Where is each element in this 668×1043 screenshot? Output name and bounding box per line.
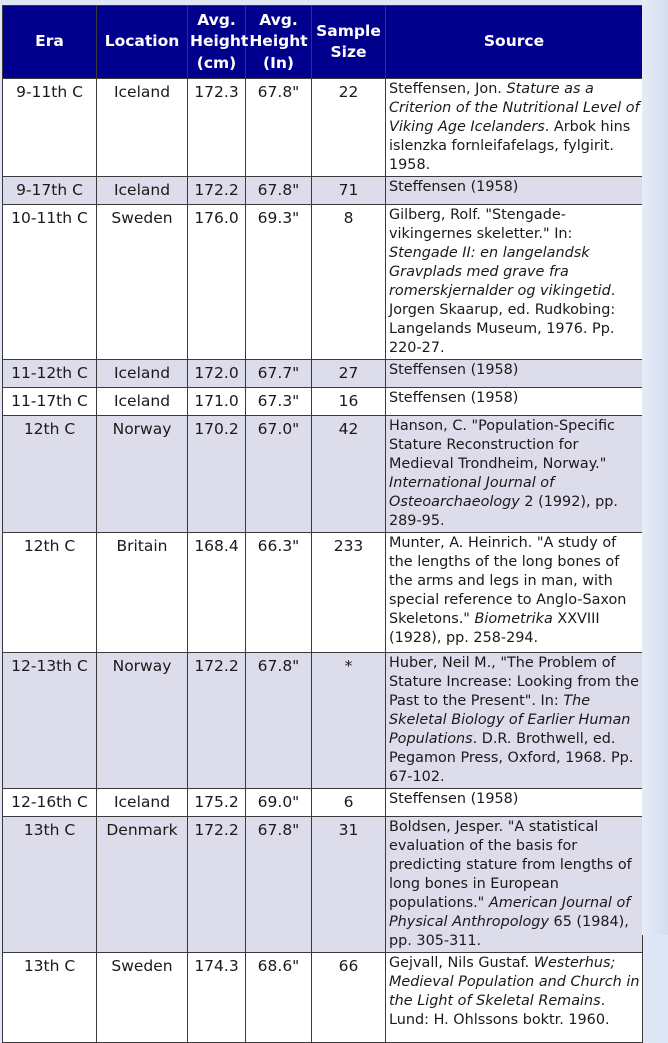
- height-cm-cell: 171.0: [188, 388, 246, 416]
- header-height-cm[interactable]: Avg. Height (cm): [188, 6, 246, 79]
- height-cm-cell: 176.0: [188, 205, 246, 360]
- era-cell: 12th C: [3, 416, 97, 533]
- location-cell: Iceland: [97, 388, 188, 416]
- height-cm-cell: 172.0: [188, 360, 246, 388]
- source-cell: Steffensen (1958): [386, 789, 643, 817]
- table-row: [3, 360, 643, 388]
- height-in-cell: 67.7": [246, 360, 312, 388]
- source-cell: Hanson, C. "Population-Specific Stature Reconstruction for Medieval Trondheim, Norway." International Journal of Osteoarchaeology 2 (1992), pp. 289-95.: [386, 416, 643, 533]
- height-cm-cell: 168.4: [188, 533, 246, 653]
- source-cell: Gejvall, Nils Gustaf. Westerhus; Medieval Population and Church in the Light of Skeletal Remains. Lund: H. Ohlssons boktr. 1960.: [386, 953, 643, 1043]
- height-in-cell: 69.3": [246, 205, 312, 360]
- era-cell: 12-13th C: [3, 653, 97, 789]
- source-cell: Munter, A. Heinrich. "A study of the lengths of the long bones of the arms and legs in man, with special reference to Anglo-Saxon Skeletons." Biometrika XXVIII (1928), pp. 258-294.: [386, 533, 643, 653]
- era-cell: 9-17th C: [3, 177, 97, 205]
- sample-size-cell: 27: [312, 360, 386, 388]
- table-row: [3, 388, 643, 416]
- sample-size-cell: 71: [312, 177, 386, 205]
- era-cell: 12th C: [3, 533, 97, 653]
- era-cell: 12-16th C: [3, 789, 97, 817]
- header-sample-size[interactable]: Sample Size: [312, 6, 386, 79]
- height-cm-cell: 172.3: [188, 79, 246, 177]
- era-cell: 9-11th C: [3, 79, 97, 177]
- sample-size-cell: 8: [312, 205, 386, 360]
- height-cm-cell: 172.2: [188, 817, 246, 953]
- source-cell: Steffensen (1958): [386, 360, 643, 388]
- table-row: [3, 789, 643, 817]
- height-in-cell: 67.8": [246, 79, 312, 177]
- header-row: [3, 6, 643, 79]
- source-cell: Steffensen, Jon. Stature as a Criterion of the Nutritional Level of Viking Age Icelanders. Arbok hins islenzka fornleifafelags, fylgirit. 1958.: [386, 79, 643, 177]
- height-cm-cell: 172.2: [188, 653, 246, 789]
- height-in-cell: 67.3": [246, 388, 312, 416]
- height-in-cell: 66.3": [246, 533, 312, 653]
- height-in-cell: 67.8": [246, 817, 312, 953]
- table-row: [3, 817, 643, 953]
- height-in-cell: 67.8": [246, 653, 312, 789]
- table-row: [3, 953, 643, 1043]
- height-cm-cell: 174.3: [188, 953, 246, 1043]
- location-cell: Iceland: [97, 789, 188, 817]
- source-cell: Steffensen (1958): [386, 177, 643, 205]
- height-table: [2, 5, 643, 1043]
- location-cell: Sweden: [97, 953, 188, 1043]
- table-row: [3, 653, 643, 789]
- sample-size-cell: 42: [312, 416, 386, 533]
- era-cell: 10-11th C: [3, 205, 97, 360]
- header-location[interactable]: Location: [97, 6, 188, 79]
- header-source[interactable]: Source: [386, 6, 643, 79]
- location-cell: Norway: [97, 416, 188, 533]
- sample-size-cell: *: [312, 653, 386, 789]
- location-cell: Iceland: [97, 79, 188, 177]
- table-row: [3, 205, 643, 360]
- height-cm-cell: 170.2: [188, 416, 246, 533]
- height-table-container: [2, 5, 642, 1043]
- sample-size-cell: 16: [312, 388, 386, 416]
- sample-size-cell: 66: [312, 953, 386, 1043]
- table-row: [3, 79, 643, 177]
- era-cell: 13th C: [3, 817, 97, 953]
- sample-size-cell: 6: [312, 789, 386, 817]
- source-cell: Steffensen (1958): [386, 388, 643, 416]
- sample-size-cell: 31: [312, 817, 386, 953]
- location-cell: Iceland: [97, 360, 188, 388]
- height-in-cell: 69.0": [246, 789, 312, 817]
- era-cell: 13th C: [3, 953, 97, 1043]
- location-cell: Denmark: [97, 817, 188, 953]
- height-in-cell: 68.6": [246, 953, 312, 1043]
- height-cm-cell: 172.2: [188, 177, 246, 205]
- location-cell: Iceland: [97, 177, 188, 205]
- table-row: [3, 177, 643, 205]
- source-cell: Gilberg, Rolf. "Stengade-vikingernes skeletter." In: Stengade II: en langelandsk Gravplads med grave fra romerskjernalder og vikingetid. Jorgen Skaarup, ed. Rudkobing: Langelands Museum, 1976. Pp. 220-27.: [386, 205, 643, 360]
- height-in-cell: 67.0": [246, 416, 312, 533]
- era-cell: 11-17th C: [3, 388, 97, 416]
- header-era[interactable]: Era: [3, 6, 97, 79]
- table-row: [3, 533, 643, 653]
- sample-size-cell: 22: [312, 79, 386, 177]
- table-row: [3, 416, 643, 533]
- sample-size-cell: 233: [312, 533, 386, 653]
- source-cell: Huber, Neil M., "The Problem of Stature Increase: Looking from the Past to the Present". In: The Skeletal Biology of Earlier Human Populations. D.R. Brothwell, ed. Pegamon Press, Oxford, 1968. Pp. 67-102.: [386, 653, 643, 789]
- location-cell: Britain: [97, 533, 188, 653]
- location-cell: Sweden: [97, 205, 188, 360]
- era-cell: 11-12th C: [3, 360, 97, 388]
- page-side-margin: [642, 0, 668, 935]
- height-in-cell: 67.8": [246, 177, 312, 205]
- location-cell: Norway: [97, 653, 188, 789]
- height-cm-cell: 175.2: [188, 789, 246, 817]
- source-cell: Boldsen, Jesper. "A statistical evaluation of the basis for predicting stature from lengths of long bones in European populations." American Journal of Physical Anthropology 65 (1984), pp. 305-311.: [386, 817, 643, 953]
- header-height-in[interactable]: Avg. Height (In): [246, 6, 312, 79]
